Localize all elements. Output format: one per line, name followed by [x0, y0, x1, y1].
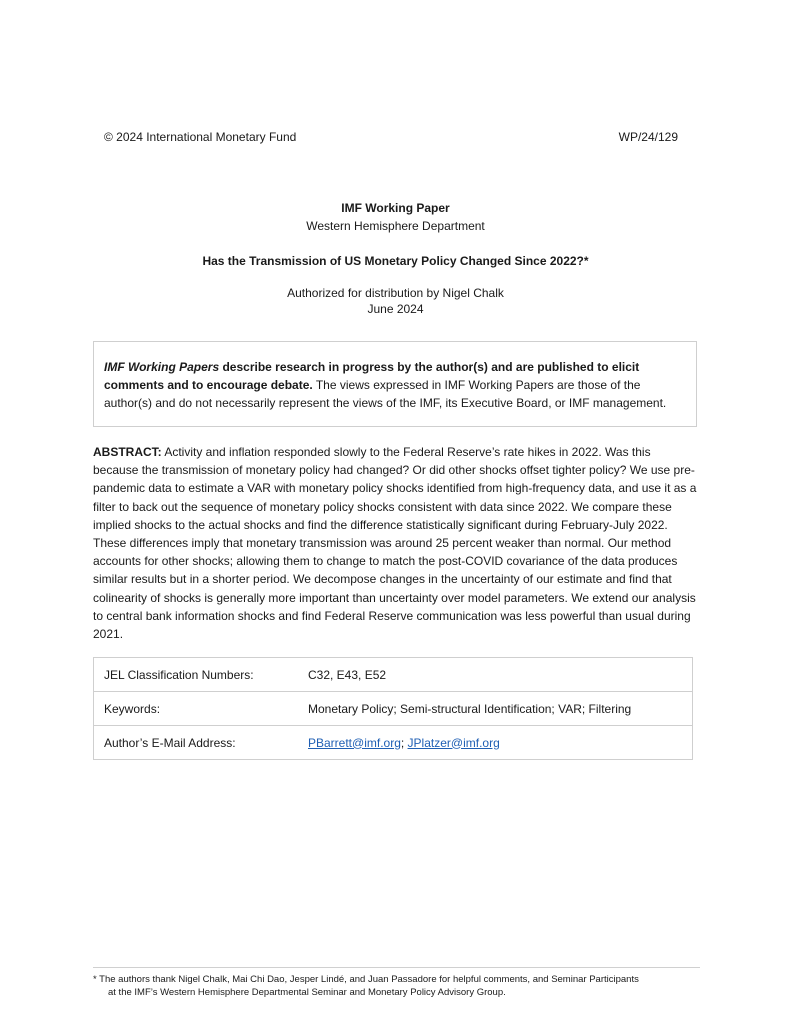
paper-number: WP/24/129: [618, 130, 678, 144]
email-value: [298, 726, 693, 760]
jel-value: C32, E43, E52: [298, 658, 693, 692]
email-link-barrett[interactable]: PBarrett@imf.org: [308, 735, 401, 750]
jel-label: JEL Classification Numbers:: [94, 658, 299, 692]
footnote-divider: [93, 967, 700, 968]
abstract-text: Activity and inflation responded slowly to the Federal Reserve’s rate hikes in 2022. Was this because the transmission of monetary policy had changed? Or did other shocks offset tighter policy? We use pre-pandemic data to estimate a VAR with monetary policy shocks identified from high-frequency data, and use it as a filter to back out the sequence of monetary policy shocks consistent with data since 2022. We compare these implied shocks to the actual shocks and find the difference statistically significant during February-July 2022. These differences imply that monetary transmission was around 25 percent weaker than normal. Our method accounts for other shocks; allowing them to change to match the post-COVID covariance of the data produces similar results but in a shorter period. We decompose changes in the uncertainty of our estimate and find that colinearity of shocks is generally more important than uncertainty over model parameters. We extend our analysis to central bank information shocks and find Federal Reserve communication was less powerful than usual during 2021.: [93, 445, 697, 642]
disclaimer-series-name: IMF Working Papers: [104, 360, 220, 374]
publication-date: June 2024: [367, 302, 424, 316]
authorized-by: Authorized for distribution by Nigel Chalk: [287, 286, 504, 300]
disclaimer-text: The views expressed in IMF Working Papers are those of the author(s) and do not necessarily represent the views of the IMF, its Executive Board, or IMF management.: [104, 378, 667, 410]
disclaimer-lead: describe research in progress by the author(s) and are published to elicit comments and to encourage debate.: [104, 360, 640, 392]
paper-info-table: [93, 657, 693, 760]
series-title: IMF Working Paper: [341, 201, 450, 215]
footnote-line-1: * The authors thank Nigel Chalk, Mai Chi Dao, Jesper Lindé, and Juan Passadore for helpful comments, and Seminar Participants: [93, 974, 639, 985]
email-link-platzer[interactable]: JPlatzer@imf.org: [407, 735, 500, 750]
footnote-line-2: at the IMF’s Western Hemisphere Departmental Seminar and Monetary Policy Advisory Group.: [108, 987, 506, 998]
keywords-value: Monetary Policy; Semi-structural Identification; VAR; Filtering: [298, 692, 693, 726]
keywords-label: Keywords:: [94, 692, 299, 726]
copyright-notice: © 2024 International Monetary Fund: [104, 130, 297, 144]
table-row: [94, 692, 693, 726]
abstract: [93, 443, 699, 643]
paper-title: Has the Transmission of US Monetary Policy Changed Since 2022?*: [202, 254, 589, 268]
abstract-label: ABSTRACT:: [93, 445, 162, 459]
department: Western Hemisphere Department: [306, 219, 485, 233]
table-row: [94, 658, 693, 692]
disclaimer-box: [93, 341, 697, 427]
footnote: [93, 973, 699, 999]
table-row: [94, 726, 693, 760]
email-label: Author’s E-Mail Address:: [94, 726, 299, 760]
email-separator: ;: [400, 735, 408, 750]
